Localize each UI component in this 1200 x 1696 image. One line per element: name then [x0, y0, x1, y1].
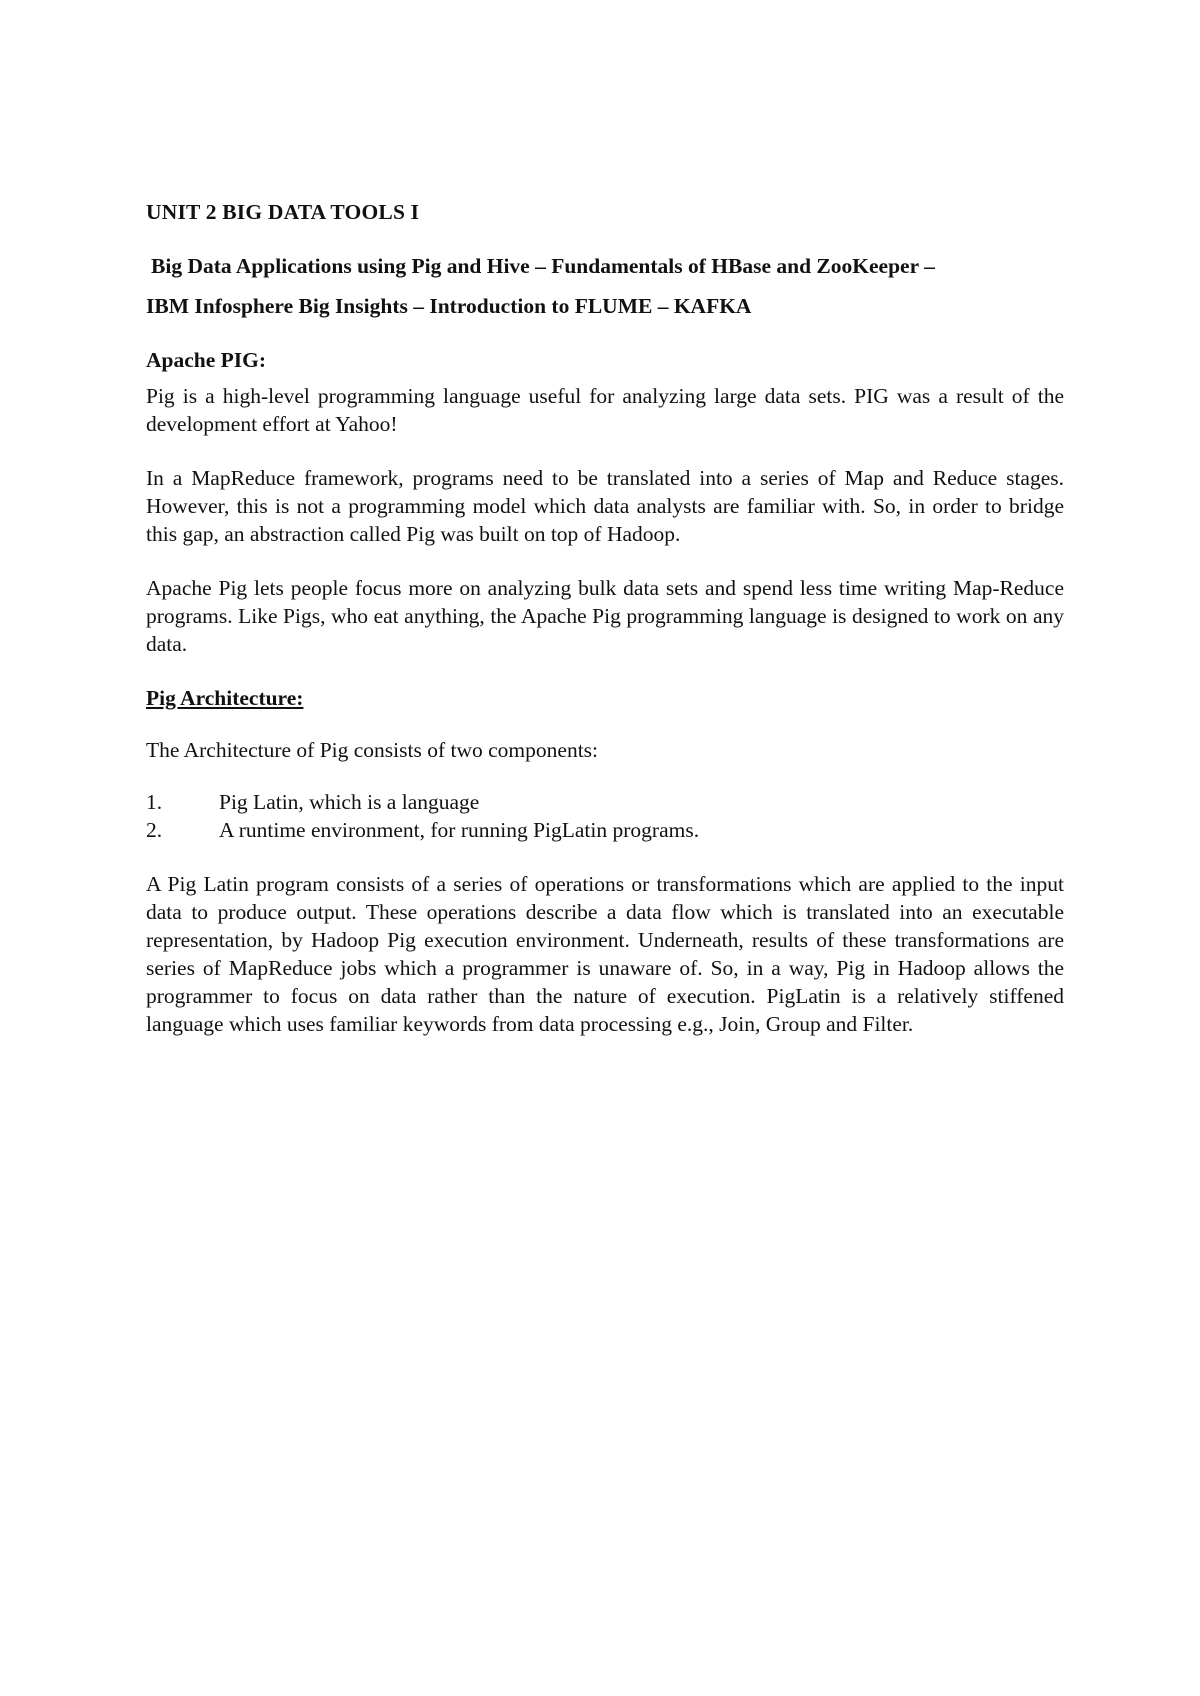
list-item	[146, 788, 1064, 816]
components-list	[146, 788, 1064, 844]
apache-pig-paragraph-1: Pig is a high-level programming language useful for analyzing large data sets. PIG was a result of the development effort at Yahoo!	[146, 384, 1064, 436]
subtitle-line-1: Big Data Applications using Pig and Hive – Fundamentals of HBase and ZooKeeper –	[151, 254, 935, 278]
apache-pig-heading: Apache PIG:	[146, 348, 267, 372]
list-item-text: A runtime environment, for running PigLatin programs.	[219, 818, 700, 842]
list-item-number: 1.	[146, 790, 163, 814]
list-item-text: Pig Latin, which is a language	[219, 790, 480, 814]
subtitle-line-2: IBM Infosphere Big Insights – Introduction to FLUME – KAFKA	[146, 294, 752, 318]
unit-subtitle	[146, 246, 1064, 326]
unit-title: UNIT 2 BIG DATA TOOLS I	[146, 200, 420, 224]
pig-architecture-paragraph: A Pig Latin program consists of a series of operations or transformations which are applied to the input data to produce output. These operations describe a data flow which is translated into an executable representation, by Hadoop Pig execution environment. Underneath, results of these transformations are series of MapReduce jobs which a programmer is unaware of. So, in a way, Pig in Hadoop allows the programmer to focus on data rather than the nature of execution. PigLatin is a relatively stiffened language which uses familiar keywords from data processing e.g., Join, Group and Filter.	[146, 872, 1064, 1036]
pig-architecture-heading: Pig Architecture:	[146, 686, 304, 710]
document-page	[146, 198, 1064, 1064]
list-item-number: 2.	[146, 818, 163, 842]
list-item	[146, 816, 1064, 844]
apache-pig-paragraph-3: Apache Pig lets people focus more on analyzing bulk data sets and spend less time writing Map-Reduce programs. Like Pigs, who eat anything, the Apache Pig programming language is designed to work on any data.	[146, 576, 1064, 656]
apache-pig-paragraph-2: In a MapReduce framework, programs need to be translated into a series of Map and Reduce stages. However, this is not a programming model which data analysts are familiar with. So, in order to bridge this gap, an abstraction called Pig was built on top of Hadoop.	[146, 466, 1064, 546]
pig-architecture-intro: The Architecture of Pig consists of two components:	[146, 738, 599, 762]
